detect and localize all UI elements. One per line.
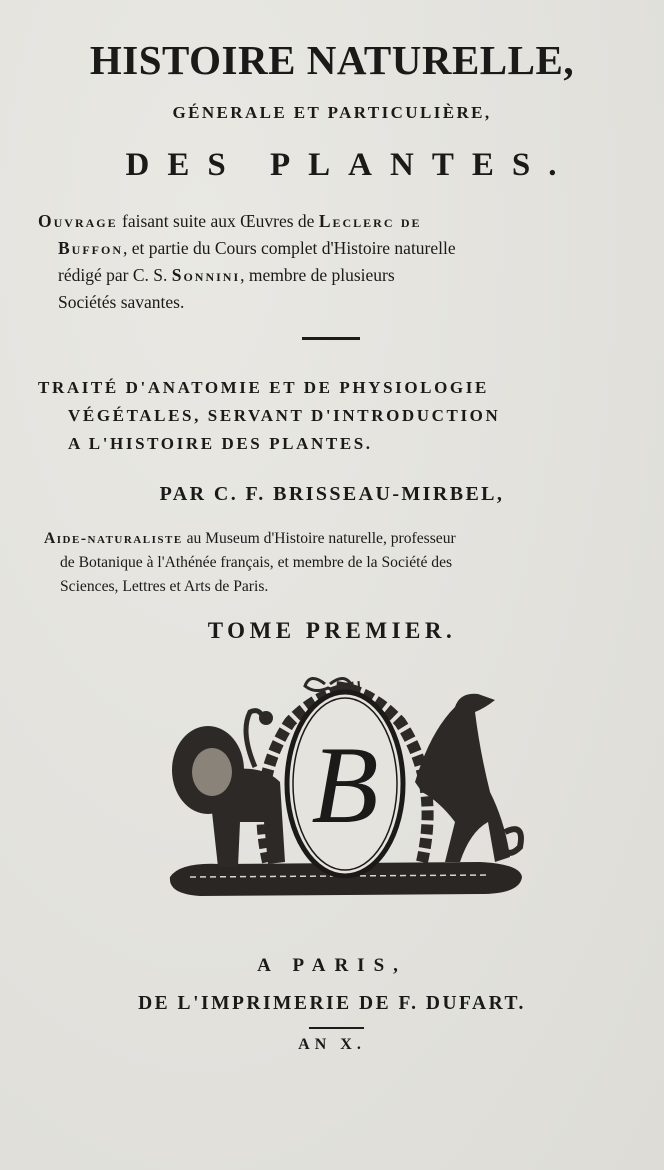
imprint-printer: DE L'IMPRIMERIE DE F. DUFART. bbox=[138, 993, 526, 1014]
series-note bbox=[38, 208, 628, 316]
imprint-divider-rule bbox=[309, 1027, 364, 1029]
svg-text:B: B bbox=[311, 724, 379, 846]
imprint-place: A PARIS, bbox=[257, 955, 407, 976]
series-note-line3: rédigé par C. S. Sonnini, membre de plusieurs bbox=[58, 265, 395, 285]
imprint-date: AN X. bbox=[298, 1036, 366, 1053]
series-note-line1: Ouvrage faisant suite aux Œuvres de Leclerc de bbox=[38, 211, 422, 231]
author-credentials: Aide-naturaliste au Museum d'Histoire naturelle, professeur de Botanique à l'Athénée français, et membre de la Société des Sciences, Lettres et Arts de Paris. bbox=[44, 530, 456, 595]
subject-title: DES PLANTES. bbox=[125, 147, 575, 183]
subtitle: GÉNERALE ET PARTICULIÈRE, bbox=[172, 103, 492, 122]
divider-rule bbox=[302, 337, 360, 340]
series-note-line4: Sociétés savantes. bbox=[58, 292, 185, 312]
volume-label: TOME PREMIER. bbox=[207, 618, 457, 643]
main-title: HISTOIRE NATURELLE, bbox=[89, 37, 575, 83]
treatise-title: TRAITÉ D'ANATOMIE ET DE PHYSIOLOGIE VÉGÉTALES, SERVANT D'INTRODUCTION A L'HISTOIRE DES PLANTES. bbox=[38, 378, 501, 453]
lion-dog-monogram-vignette-icon bbox=[160, 672, 530, 907]
author-line: PAR C. F. BRISSEAU-MIRBEL, bbox=[159, 483, 505, 505]
series-note-line2: Buffon, et partie du Cours complet d'Histoire naturelle bbox=[58, 238, 456, 258]
